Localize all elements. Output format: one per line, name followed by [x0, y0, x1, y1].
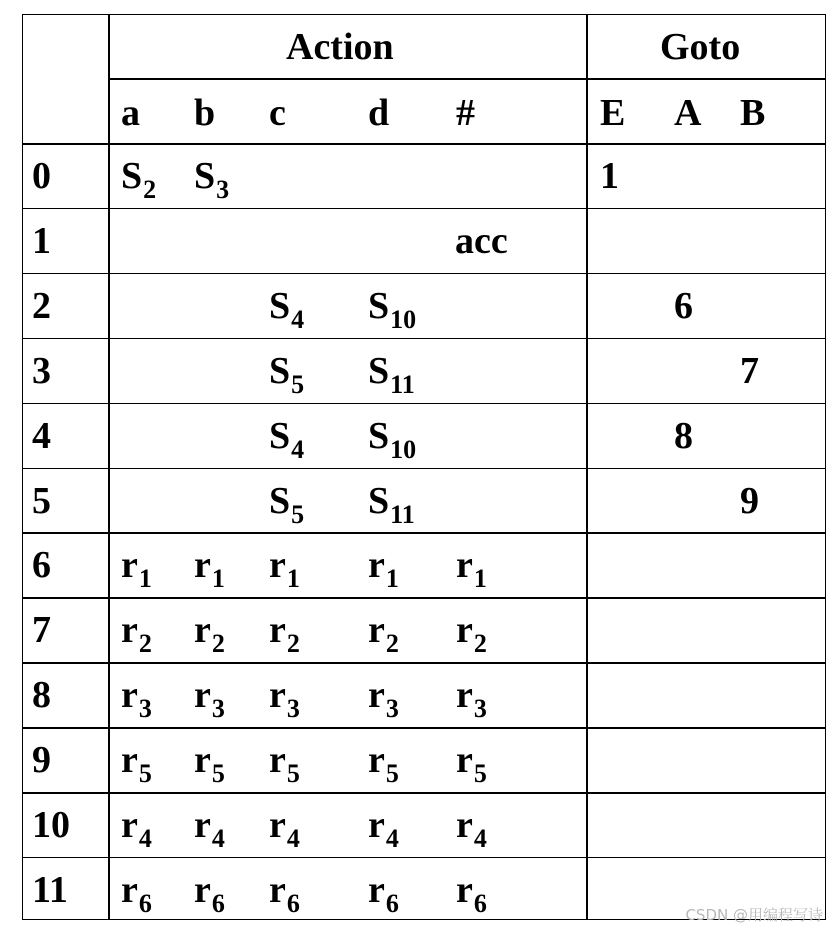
- action-cell-d: $r_5$: [368, 739, 399, 789]
- state-label: 11: [32, 868, 68, 911]
- row-divider: [22, 727, 826, 729]
- action-cell-a: $r_1$: [121, 544, 152, 594]
- state-label: 5: [32, 479, 51, 522]
- state-label: 10: [32, 804, 70, 846]
- action-cell-c: $r_3$: [269, 674, 300, 724]
- watermark: CSDN @用编程写诗: [685, 906, 823, 924]
- col-header-B: B: [740, 92, 766, 134]
- action-cell-d: $S_{10}$: [368, 414, 417, 464]
- action-cell-hash: $r_5$: [456, 739, 487, 789]
- action-cell-b: $r_5$: [194, 739, 225, 789]
- action-cell-hash: $r_6$: [456, 868, 487, 918]
- row-divider: [22, 792, 826, 794]
- goto-cell-B: 7: [740, 349, 759, 392]
- action-cell-a: $r_6$: [121, 868, 152, 918]
- action-cell-d: $S_{11}$: [368, 479, 415, 529]
- action-cell-c: $r_5$: [269, 739, 300, 789]
- action-cell-d: $S_{10}$: [368, 284, 417, 334]
- row-divider: [22, 468, 826, 470]
- header-action: Action: [286, 26, 394, 68]
- action-cell-hash: $r_1$: [456, 544, 487, 594]
- row-divider: [22, 662, 826, 664]
- action-cell-b: $r_4$: [194, 804, 225, 853]
- goto-column-divider: [586, 14, 588, 920]
- action-cell-d: $S_{11}$: [368, 349, 415, 399]
- row-divider: [22, 597, 826, 599]
- row-divider: [22, 338, 826, 340]
- goto-cell-B: 9: [740, 479, 759, 522]
- row-divider: [22, 208, 826, 210]
- action-cell-b: $r_2$: [194, 609, 225, 659]
- goto-cell-A: 8: [674, 414, 693, 457]
- row-divider: [22, 532, 826, 534]
- goto-cell-A: 6: [674, 284, 693, 327]
- action-cell-c: $S_4$: [269, 284, 305, 334]
- goto-cell-E: 1: [600, 155, 619, 197]
- parsing-table: [22, 14, 826, 920]
- col-header-A: A: [674, 92, 702, 134]
- state-label: 0: [32, 155, 51, 197]
- header-divider: [108, 78, 826, 80]
- action-cell-hash: acc: [455, 219, 508, 262]
- col-header-b: b: [194, 92, 216, 134]
- action-cell-c: $r_2$: [269, 609, 300, 659]
- action-cell-d: $r_2$: [368, 609, 399, 659]
- action-cell-b: $r_3$: [194, 674, 225, 724]
- state-label: 1: [32, 219, 51, 262]
- action-cell-d: $r_6$: [368, 868, 399, 918]
- col-header-hash: #: [456, 92, 475, 134]
- state-label: 4: [32, 414, 51, 457]
- col-header-c: c: [269, 92, 286, 134]
- action-cell-c: $S_5$: [269, 349, 305, 399]
- col-header-E: E: [600, 92, 626, 134]
- action-cell-hash: $r_3$: [456, 674, 487, 724]
- state-label: 6: [32, 544, 51, 587]
- state-label: 7: [32, 609, 51, 652]
- action-cell-a: $r_3$: [121, 674, 152, 724]
- action-cell-c: $r_6$: [269, 868, 300, 918]
- action-cell-c: $S_5$: [269, 479, 305, 529]
- header-bottom-line: [22, 143, 826, 145]
- row-divider: [22, 273, 826, 275]
- state-label: 2: [32, 284, 51, 327]
- action-cell-d: $r_4$: [368, 804, 399, 853]
- action-cell-hash: $r_4$: [456, 804, 487, 853]
- state-label: 9: [32, 739, 51, 782]
- state-label: 3: [32, 349, 51, 392]
- col-header-d: d: [368, 92, 390, 134]
- row-divider: [22, 403, 826, 405]
- action-cell-b: $r_6$: [194, 868, 225, 918]
- action-cell-a: $r_4$: [121, 804, 152, 853]
- action-cell-b: $r_1$: [194, 544, 225, 594]
- action-cell-c: $S_4$: [269, 414, 305, 464]
- action-cell-b: $S_3$: [194, 155, 230, 204]
- row-divider: [22, 857, 826, 859]
- action-cell-hash: $r_2$: [456, 609, 487, 659]
- state-column-divider: [108, 14, 110, 920]
- action-cell-a: $S_2$: [121, 155, 157, 204]
- action-cell-d: $r_3$: [368, 674, 399, 724]
- header-goto: Goto: [660, 26, 741, 68]
- col-header-a: a: [121, 92, 140, 134]
- action-cell-a: $r_5$: [121, 739, 152, 789]
- action-cell-c: $r_4$: [269, 804, 300, 853]
- action-cell-d: $r_1$: [368, 544, 399, 594]
- action-cell-c: $r_1$: [269, 544, 300, 594]
- state-label: 8: [32, 674, 51, 717]
- action-cell-a: $r_2$: [121, 609, 152, 659]
